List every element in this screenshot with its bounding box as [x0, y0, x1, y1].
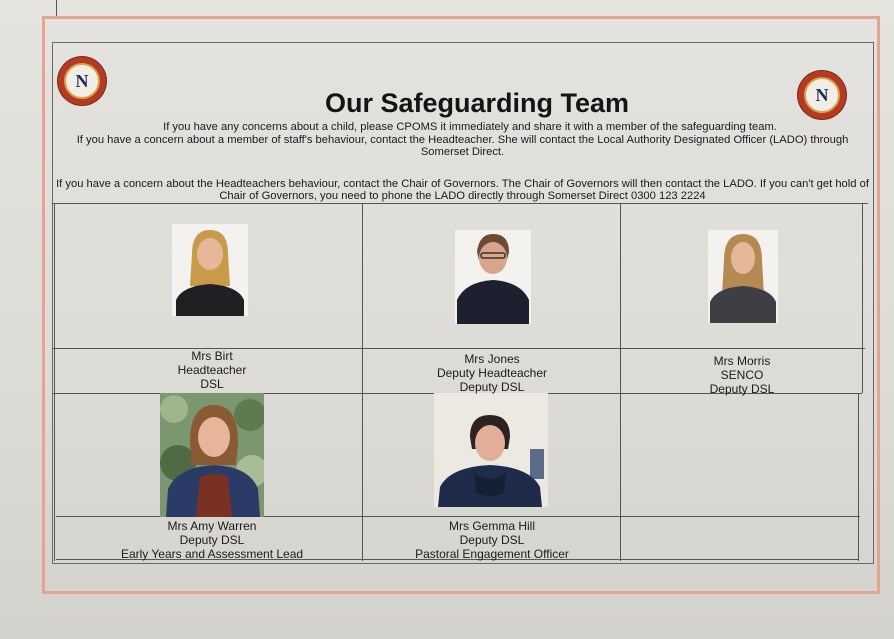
photo-mrs-birt [172, 224, 248, 316]
staff-role: Deputy DSL [459, 533, 525, 547]
staff-caption-jones [392, 352, 592, 394]
grid-line [362, 203, 363, 561]
grid-line [620, 203, 621, 561]
staff-role: Deputy Headteacher [436, 366, 548, 380]
staff-caption-morris [642, 354, 842, 396]
photo-mrs-jones [455, 230, 531, 324]
staff-responsibility: Deputy DSL [709, 382, 775, 396]
staff-caption-hill [382, 519, 602, 561]
info-concern-headteacher: If you have a concern about the Headteachers behaviour, contact the Chair of Governors. The Chair of Governors will then contact the LADO. If you can't get hold of Chair of Governors, you need to phone the LADO directly through Somerset Direct 0300 123 2224 [56, 178, 869, 202]
staff-role: SENCO [720, 368, 764, 382]
staff-name: Mrs Birt [191, 349, 233, 363]
logo-letter: N [815, 84, 829, 105]
staff-responsibility: DSL [200, 377, 224, 391]
school-logo-right [798, 71, 846, 119]
staff-name: Mrs Jones [464, 352, 520, 366]
paper-edge-line [56, 0, 57, 16]
staff-responsibility: Deputy DSL [459, 380, 525, 394]
photo-mrs-amy-warren [160, 393, 264, 517]
staff-responsibility: Early Years and Assessment Lead [120, 547, 304, 561]
staff-name: Mrs Amy Warren [167, 519, 257, 533]
school-logo-left [58, 57, 106, 105]
photo-mrs-gemma-hill [434, 393, 548, 507]
staff-caption-birt [112, 349, 312, 391]
staff-role: Headteacher [177, 363, 247, 377]
info-concern-child: If you have any concerns about a child, please CPOMS it immediately and share it with a member of the safeguarding team. [163, 121, 777, 133]
staff-caption-warren [102, 519, 322, 561]
staff-name: Mrs Morris [713, 354, 771, 368]
staff-responsibility: Pastoral Engagement Officer [415, 547, 569, 561]
staff-name: Mrs Gemma Hill [449, 519, 535, 533]
grid-line [54, 203, 55, 561]
staff-role: Deputy DSL [179, 533, 245, 547]
logo-letter: N [75, 70, 89, 91]
page-title: Our Safeguarding Team [324, 88, 630, 118]
grid-line [862, 203, 863, 393]
grid-line [858, 393, 859, 561]
info-concern-staff: If you have a concern about a member of staff's behaviour, contact the Headteacher. She will contact the Local Authority Designated Officer (LADO) through Somerset Direct. [76, 134, 849, 158]
photo-mrs-morris [708, 230, 778, 323]
grid-line [52, 203, 868, 204]
